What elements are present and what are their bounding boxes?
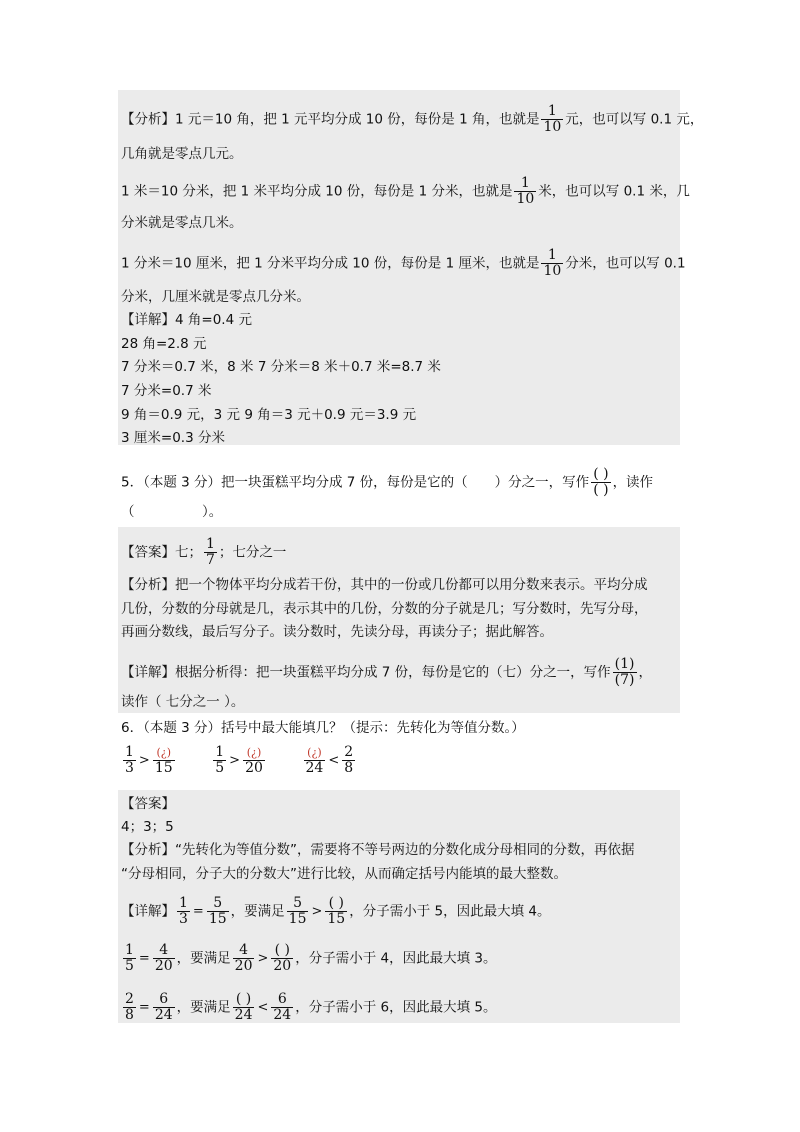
numerator: 6 xyxy=(277,991,287,1007)
numerator: ( ) xyxy=(328,895,344,911)
fraction xyxy=(233,943,255,974)
fraction xyxy=(243,745,265,776)
q6-analysis-2: “分母相同，分子大的分数大”进行比较，从而确定括号内能填的最大整数。 xyxy=(121,866,567,882)
text: 1 分米＝10 厘米，把 1 分米平均分成 10 份，每份是 1 厘米，也就是 xyxy=(121,255,540,272)
fraction xyxy=(153,992,175,1023)
fraction xyxy=(541,248,563,279)
text: 元，也可以写 0.1 元， xyxy=(565,111,704,128)
text: 【详解】根据分析得：把一块蛋糕平均分成 7 份，每份是它的（七）分之一，写作 xyxy=(121,664,611,681)
fraction xyxy=(123,992,136,1023)
text: ， xyxy=(638,664,653,681)
q4-analysis-line-6: 分米，几厘米就是零点几分米。 xyxy=(121,289,310,305)
operator: > xyxy=(138,752,150,768)
numerator: 6 xyxy=(159,991,169,1007)
numerator: 2 xyxy=(344,744,354,760)
text: 1 米＝10 分米，把 1 米平均分成 10 份，每份是 1 分米，也就是 xyxy=(121,183,513,200)
q6-stem: 6．（本题 3 分）括号中最大能填几？（提示：先转化为等值分数。） xyxy=(121,720,525,736)
q6-problems xyxy=(121,745,357,776)
fraction xyxy=(271,943,293,974)
denominator: 20 xyxy=(234,958,253,974)
denominator: 5 xyxy=(125,958,134,974)
text: ；七分之一 xyxy=(218,544,287,561)
operator: = xyxy=(138,999,150,1015)
q5-answer xyxy=(121,537,286,568)
numerator: 1 xyxy=(125,744,134,760)
fraction xyxy=(287,896,309,927)
text: ，读作 xyxy=(612,474,654,491)
q5-stem-line-2: （ ）。 xyxy=(121,504,223,520)
fraction xyxy=(213,745,226,776)
q6-detail-row-1 xyxy=(121,896,550,927)
fraction xyxy=(271,992,293,1023)
fraction xyxy=(123,943,136,974)
numerator: 1 xyxy=(125,942,134,958)
denominator: 15 xyxy=(154,760,173,776)
text: ，要满足 xyxy=(176,999,231,1016)
numerator: 1 xyxy=(215,744,225,760)
denominator: 8 xyxy=(344,760,354,776)
numerator: 5 xyxy=(293,895,303,911)
numerator: ( ) xyxy=(235,991,252,1007)
text: ，要满足 xyxy=(176,950,231,967)
text: 【分析】1 元＝10 角，把 1 元平均分成 10 份，每份是 1 角，也就是 xyxy=(121,111,540,128)
numerator: ( ) xyxy=(274,942,290,958)
text: ，分子需小于 5，因此最大填 4。 xyxy=(349,903,551,920)
denominator: 5 xyxy=(215,760,225,776)
denominator: ( ) xyxy=(593,482,609,498)
q5-analysis-3: 再画分数线，最后写分子。读分数时，先读分母，再读分子；据此解答。 xyxy=(121,624,553,640)
denominator: 7 xyxy=(206,552,215,568)
text: ，分子需小于 4，因此最大填 3。 xyxy=(295,950,497,967)
text: 分米，也可以写 0.1 xyxy=(565,255,686,272)
operator: > xyxy=(311,903,323,919)
fraction xyxy=(541,104,563,135)
denominator: 3 xyxy=(125,760,134,776)
fraction xyxy=(342,745,355,776)
q4-detail-5: 9 角＝0.9 元，3 元 9 角＝3 元＋0.9 元＝3.9 元 xyxy=(121,407,417,423)
fraction xyxy=(207,896,229,927)
operator: < xyxy=(328,752,340,768)
operator: < xyxy=(257,999,269,1015)
denominator: 24 xyxy=(234,1007,253,1023)
q6-detail-row-3 xyxy=(121,992,496,1023)
fraction xyxy=(613,657,637,688)
q5-detail-line-1 xyxy=(121,657,652,688)
denominator: 10 xyxy=(516,191,535,207)
denominator: (7) xyxy=(614,672,635,688)
q4-analysis-line-5 xyxy=(121,248,686,279)
q5-analysis-2: 几份，分数的分母就是几，表示其中的几份，分数的分子就是几；写分数时，先写分母， xyxy=(121,601,648,617)
denominator: 24 xyxy=(154,1007,173,1023)
q4-analysis-line-2: 几角就是零点几元。 xyxy=(121,146,243,162)
numerator: (¿) xyxy=(156,746,171,759)
numerator: (¿) xyxy=(307,746,322,759)
numerator: (1) xyxy=(614,656,635,672)
operator: = xyxy=(192,903,204,919)
q4-analysis-line-1 xyxy=(121,104,703,135)
text: ，要满足 xyxy=(230,903,285,920)
numerator: 4 xyxy=(239,942,249,958)
fraction xyxy=(177,896,190,927)
text: 米，也可以写 0.1 米，几 xyxy=(538,183,690,200)
q6-answer-label: 【答案】 xyxy=(121,796,175,812)
operator: = xyxy=(138,950,150,966)
numerator: ( ) xyxy=(593,466,609,482)
fraction xyxy=(325,896,347,927)
denominator: 15 xyxy=(327,911,346,927)
q5-analysis-1: 【分析】把一个物体平均分成若干份，其中的一份或几份都可以用分数来表示。平均分成 xyxy=(121,577,648,593)
denominator: 8 xyxy=(125,1007,134,1023)
denominator: 15 xyxy=(208,911,227,927)
fraction xyxy=(153,943,175,974)
q5-stem-line-1 xyxy=(121,467,653,498)
blank-fraction xyxy=(591,467,610,498)
numerator: 4 xyxy=(159,942,169,958)
q5-detail-line-2: 读作（ 七分之一 ）。 xyxy=(121,694,245,710)
fraction xyxy=(204,537,217,568)
q4-detail-6: 3 厘米=0.3 分米 xyxy=(121,430,225,446)
q6-detail-row-2 xyxy=(121,943,496,974)
denominator: 24 xyxy=(273,1007,292,1023)
q4-detail-2: 28 角=2.8 元 xyxy=(121,336,207,352)
numerator: 1 xyxy=(547,247,557,263)
numerator: 1 xyxy=(179,895,188,911)
denominator: 20 xyxy=(154,958,173,974)
text: 【详解】 xyxy=(121,903,175,920)
text: 【答案】七； xyxy=(121,544,202,561)
q4-analysis-line-4: 分米就是零点几米。 xyxy=(121,215,243,231)
fraction xyxy=(123,745,136,776)
q6-answer: 4；3；5 xyxy=(121,819,174,835)
q4-analysis-line-3 xyxy=(121,176,690,207)
q4-detail-1: 【详解】4 角=0.4 元 xyxy=(121,312,252,328)
numerator: 1 xyxy=(520,175,530,191)
denominator: 15 xyxy=(288,911,307,927)
numerator: 1 xyxy=(547,103,557,119)
denominator: 24 xyxy=(305,760,324,776)
numerator: 2 xyxy=(125,991,134,1007)
denominator: 20 xyxy=(273,958,292,974)
fraction xyxy=(514,176,536,207)
q4-detail-3: 7 分米＝0.7 米，8 米 7 分米＝8 米＋0.7 米=8.7 米 xyxy=(121,359,441,375)
fraction xyxy=(233,992,255,1023)
q6-analysis-1: 【分析】“先转化为等值分数”，需要将不等号两边的分数化成分母相同的分数，再依据 xyxy=(121,842,635,858)
text: 5．（本题 3 分）把一块蛋糕平均分成 7 份，每份是它的（ ）分之一，写作 xyxy=(121,474,590,491)
denominator: 3 xyxy=(179,911,188,927)
operator: > xyxy=(229,752,241,768)
numerator: 5 xyxy=(213,895,223,911)
q4-detail-4: 7 分米=0.7 米 xyxy=(121,383,212,399)
denominator: 10 xyxy=(543,119,562,135)
denominator: 20 xyxy=(245,760,263,776)
numerator: 1 xyxy=(206,536,215,552)
fraction xyxy=(153,745,175,776)
text: ，分子需小于 6，因此最大填 5。 xyxy=(295,999,497,1016)
denominator: 10 xyxy=(543,263,562,279)
numerator: (¿) xyxy=(246,746,262,759)
operator: > xyxy=(257,950,269,966)
fraction xyxy=(304,745,326,776)
